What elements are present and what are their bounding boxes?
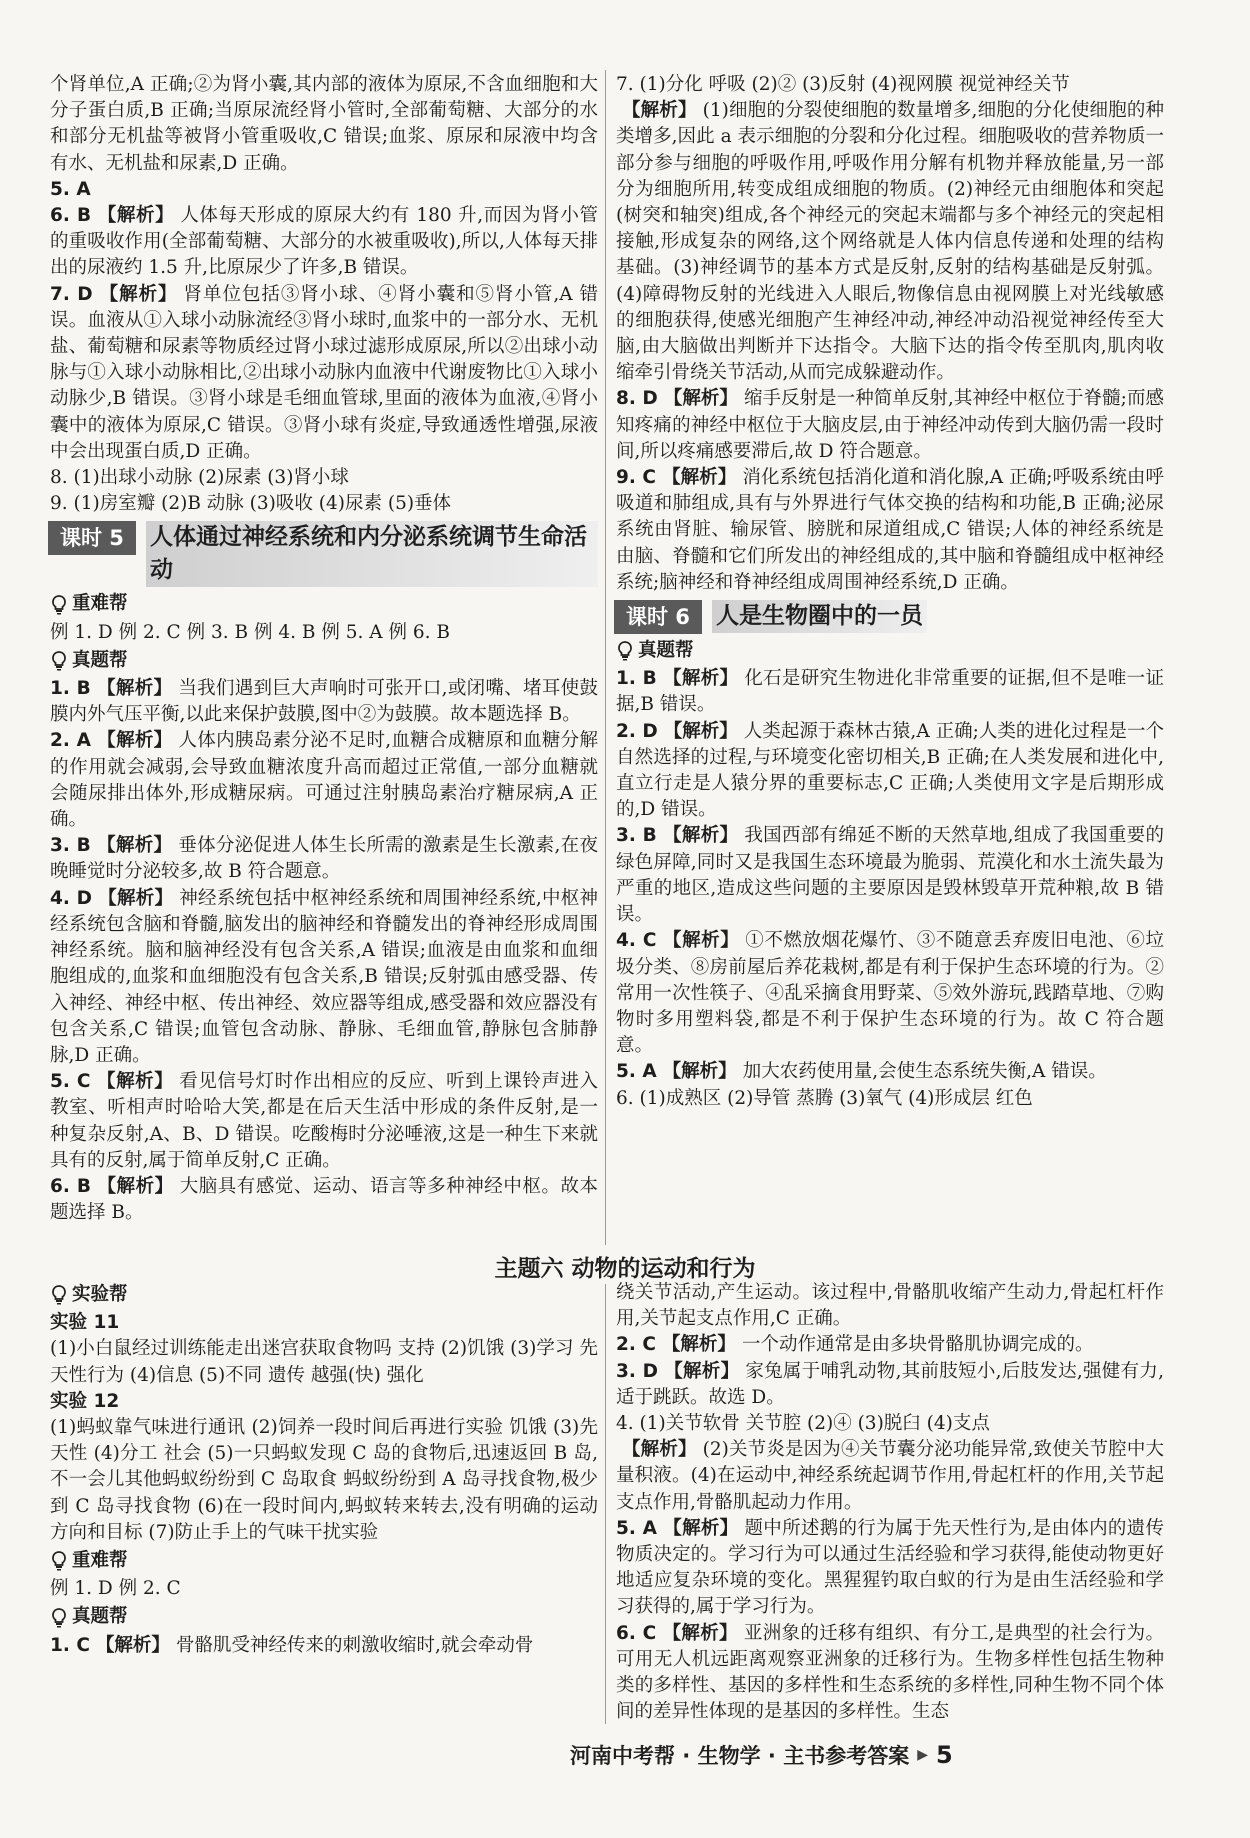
lightbulb-icon [50, 1285, 68, 1305]
triangle-right-icon: ▶ [917, 1747, 928, 1763]
bottom-right-column [616, 1280, 1164, 1725]
column-divider [605, 1284, 606, 1724]
lesson6-6: 6. (1)成熟区 (2)导管 蒸腾 (3)氧气 (4)形成层 红色 [616, 1087, 1033, 1109]
lesson-6-heading [614, 600, 1164, 634]
bottom-left-column [50, 1280, 598, 1659]
answer-7-right: 7. (1)分化 呼吸 (2)② (3)反射 (4)视网膜 视觉神经关节 [616, 74, 1070, 95]
answer-8-right: 8. D 【解析】 缩手反射是一种简单反射,其神经中枢位于脊髓;而感知疼痛的神经中枢位于大脑皮层,由于神经冲动传到大脑仍需一段时间,所以疼痛感要滞后,故 D 符合题意。 [616, 388, 1164, 462]
lesson-badge: 课时 5 [48, 521, 136, 555]
section-zhongnan: 重难帮 [50, 591, 598, 617]
answer-7: 7. D 【解析】 肾单位包括③肾小球、④肾小囊和⑤肾小管,A 错误。血液从①入球小动脉流经③肾小球时,血浆中的一部分水、无机盐、葡萄糖和尿素等物质经过肾小球过滤形成原尿,所以②出球小动脉与①入球小动脉相比,②出球小动脉内血液中代谢废物比①入球小动脉少,B 错误。③肾小球是毛细血管球,里面的液体为血液,④肾小囊中的液体为原尿,C 错误。③肾小球有炎症,导致通透性增强,尿液中会出现蛋白质,D 正确。 [50, 283, 598, 462]
zhenti-6: 6. B 【解析】 大脑具有感觉、运动、语言等多种神经中枢。故本题选择 B。 [50, 1175, 598, 1224]
lesson-title: 人是生物圈中的一员 [712, 600, 927, 633]
topic6-6: 6. C 【解析】 亚洲象的迁移有组织、有分工,是典型的社会行为。可用无人机远距离观察亚洲象的迁移行为。生物多样性包括生物种类的多样性、基因的多样性和生态系统的多样性,同种生物不同个体间的差异性体现的是基因的多样性。生态 [616, 1622, 1164, 1723]
footer-title: 河南中考帮 · 生物学 · 主书参考答案 [570, 1744, 910, 1768]
zhenti-2: 2. A 【解析】 人体内胰岛素分泌不足时,血糖合成糖原和血糖分解的作用就会减弱,会导致血糖浓度升高而超过正常值,一部分血糖就会随尿排出体外,形成糖尿病。可通过注射胰岛素治疗糖尿病,A 正确。 [50, 730, 598, 831]
topic6-5: 5. A 【解析】 题中所述鹅的行为属于先天性行为,是由体内的遗传物质决定的。学习行为可以通过生活经验和学习获得,能使动物更好地适应复杂环境的变化。黑猩猩钓取白蚁的行为是由生活经验和学习获得的,属于学习行为。 [616, 1517, 1164, 1618]
lightbulb-icon [50, 1551, 68, 1571]
answer-9-right: 9. C 【解析】 消化系统包括消化道和消化腺,A 正确;呼吸系统由呼吸道和肺组成,具有与外界进行气体交换的结构和功能,B 正确;泌尿系统由肾脏、输尿管、膀胱和尿道组成,C 错误;人体的神经系统是由脑、脊髓和它们所发出的神经组成的,其中脑和脊髓组成中枢神经系统;脑神经和脊神经组成周围神经系统,D 正确。 [616, 467, 1164, 593]
zhenti-5: 5. C 【解析】 看见信号灯时作出相应的反应、听到上课铃声进入教室、听相声时哈哈大笑,都是在后天生活中形成的条件反射,是一种复杂反射,A、B、D 错误。吃酸梅时分泌唾液,这是一种生下来就具有的反射,属于简单反射,C 正确。 [50, 1071, 598, 1171]
column-divider [605, 70, 606, 1245]
experiment-12-title: 实验 12 [50, 1390, 120, 1412]
answer-9: 9. (1)房室瓣 (2)B 动脉 (3)吸收 (4)尿素 (5)垂体 [50, 493, 452, 515]
section-shiyan: 实验帮 [50, 1282, 598, 1308]
examples: 例 1. D 例 2. C [50, 1578, 181, 1600]
zhenti-4: 4. D 【解析】 神经系统包括中枢神经系统和周围神经系统,中枢神经系统包含脑和脊髓,脑发出的脑神经和脊髓发出的脊神经形成周围神经系统。脑和脑神经没有包含关系,A 错误;血液是由血浆和血细胞组成的,血浆和血细胞没有包含关系,B 错误;反射弧由感受器、传入神经、神经中枢、传出神经、效应器等组成,感受器和效应器没有包含关系,C 错误;血管包含动脉、静脉、毛细血管,静脉包含肺静脉,D 正确。 [50, 887, 598, 1066]
section-zhenti: 真题帮 [616, 638, 1164, 664]
zhenti-3: 3. B 【解析】 垂体分泌促进人体生长所需的激素是生长激素,在夜晚睡觉时分泌较多,故 B 符合题意。 [50, 835, 598, 883]
lesson6-2: 2. D 【解析】 人类起源于森林古猿,A 正确;人类的进化过程是一个自然选择的过程,与环境变化密切相关,B 正确;在人类发展和进化中,直立行走是人猿分界的重要标志,C 正确;人类使用文字是后期形成的,D 错误。 [616, 720, 1164, 821]
answer-5: 5. A [50, 178, 91, 200]
examples: 例 1. D 例 2. C 例 3. B 例 4. B 例 5. A 例 6. B [50, 621, 451, 643]
lesson-5-heading [48, 521, 598, 587]
topic6-4-analysis: 【解析】 (2)关节炎是因为④关节囊分泌功能异常,致使关节腔中大量积液。(4)在运动中,神经系统起调节作用,骨起杠杆的作用,关节起支点作用,骨骼肌起动力作用。 [616, 1439, 1164, 1513]
right-column [616, 72, 1164, 1112]
experiment-11-body: (1)小白鼠经过训练能走出迷宫获取食物吗 支持 (2)饥饿 (3)学习 先天性行为 (4)信息 (5)不同 遗传 越强(快) 强化 [50, 1338, 598, 1386]
answer-7-analysis: 【解析】 (1)细胞的分裂使细胞的数量增多,细胞的分化使细胞的种类增多,因此 a 表示细胞的分裂和分化过程。细胞吸收的营养物质一部分参与细胞的呼吸作用,呼吸作用分解有机物并释放能量,另一部分为细胞所用,转变成组成细胞的物质。(2)神经元由细胞体和突起(树突和轴突)组成,各个神经元的突起末端都与多个神经元的突起相接触,形成复杂的网络,这个网络就是人体内信息传递和处理的结构基础。(3)神经调节的基本方式是反射,反射的结构基础是反射弧。(4)障碍物反射的光线进入人眼后,物像信息由视网膜上对光线敏感的细胞获得,使感光细胞产生神经冲动,神经冲动沿视觉神经传至大脑,由大脑做出判断并下达指令。大脑下达的指令传至肌肉,肌肉收缩牵引骨绕关节活动,从而完成躲避动作。 [616, 100, 1164, 384]
lightbulb-icon [616, 641, 634, 661]
answer-6: 6. B 【解析】 人体每天形成的原尿大约有 180 升,而因为肾小管的重吸收作用(全部葡萄糖、大部分的水被重吸收),所以,人体每天排出的尿液约 1.5 升,比原尿少了许多,B 错误。 [50, 205, 598, 279]
topic6-4: 4. (1)关节软骨 关节腔 (2)④ (3)脱臼 (4)支点 [616, 1413, 990, 1435]
lightbulb-icon [50, 595, 68, 615]
lesson6-3: 3. B 【解析】 我国西部有绵延不断的天然草地,组成了我国重要的绿色屏障,同时又是我国生态环境最为脆弱、荒漠化和水土流失最为严重的地区,造成这些问题的主要原因是毁林毁草开荒种粮,故 B 错误。 [616, 825, 1164, 926]
page-number: 5 [935, 1741, 953, 1769]
section-zhenti: 真题帮 [50, 1604, 598, 1630]
lightbulb-icon [50, 1608, 68, 1628]
topic6-1: 1. C 【解析】 骨骼肌受神经传来的刺激收缩时,就会牵动骨 [50, 1634, 534, 1656]
lesson-title: 人体通过神经系统和内分泌系统调节生命活动 [146, 521, 598, 587]
lesson6-5: 5. A 【解析】 加大农药使用量,会使生态系统失衡,A 错误。 [616, 1061, 1107, 1083]
section-zhongnan: 重难帮 [50, 1548, 598, 1574]
section-zhenti: 真题帮 [50, 648, 598, 674]
lesson6-4: 4. C 【解析】 ①不燃放烟花爆竹、③不随意丢弃废旧电池、⑥垃圾分类、⑧房前屋后养花栽树,都是有利于保护生态环境的行为。②常用一次性筷子、④乱采摘食用野菜、⑤效外游玩,践踏草地、⑦购物时多用塑料袋,都是不利于保护生态环境的行为。故 C 符合题意。 [616, 930, 1164, 1057]
answer-8: 8. (1)出球小动脉 (2)尿素 (3)肾小球 [50, 467, 349, 489]
left-column [50, 72, 598, 1226]
experiment-11-title: 实验 11 [50, 1312, 120, 1334]
topic6-3: 3. D 【解析】 家兔属于哺乳动物,其前肢短小,后肢发达,强健有力,适于跳跃。故选 D。 [616, 1360, 1164, 1408]
zhenti-1: 1. B 【解析】 当我们遇到巨大声响时可张开口,或闭嘴、堵耳使鼓膜内外气压平衡,以此来保护鼓膜,图中②为鼓膜。故本题选择 B。 [50, 678, 598, 726]
lesson-badge: 课时 6 [614, 600, 702, 634]
answer-text: 个肾单位,A 正确;②为肾小囊,其内部的液体为原尿,不含血细胞和大分子蛋白质,B 正确;当原尿流经肾小管时,全部葡萄糖、大部分的水和部分无机盐等被肾小管重吸收,C 错误;血浆、原尿和尿液中均含有水、无机盐和尿素,D 正确。 [50, 74, 598, 174]
topic6-2: 2. C 【解析】 一个动作通常是由多块骨骼肌协调完成的。 [616, 1334, 1094, 1356]
lightbulb-icon [50, 651, 68, 671]
experiment-12-body: (1)蚂蚁靠气味进行通讯 (2)饲养一段时间后再进行实验 饥饿 (3)先天性 (4)分工 社会 (5)一只蚂蚁发现 C 岛的食物后,迅速返回 B 岛,不一会儿其他蚂蚁纷纷到 C 岛取食 蚂蚁纷纷到 A 岛寻找食物,极少到 C 岛寻找食物 (6)在一段时间内,蚂蚁转来转去,没有明确的运动方向和目标 (7)防止手上的气味干扰实验 [50, 1417, 598, 1543]
topic-heading: 主题六 动物的运动和行为 [494, 1256, 756, 1282]
topic6-1-cont: 绕关节活动,产生运动。该过程中,骨骼肌收缩产生动力,骨起杠杆作用,关节起支点作用,C 正确。 [616, 1282, 1164, 1330]
lesson6-1: 1. B 【解析】 化石是研究生物进化非常重要的证据,但不是唯一证据,B 错误。 [616, 668, 1164, 716]
page-footer [570, 1740, 953, 1770]
